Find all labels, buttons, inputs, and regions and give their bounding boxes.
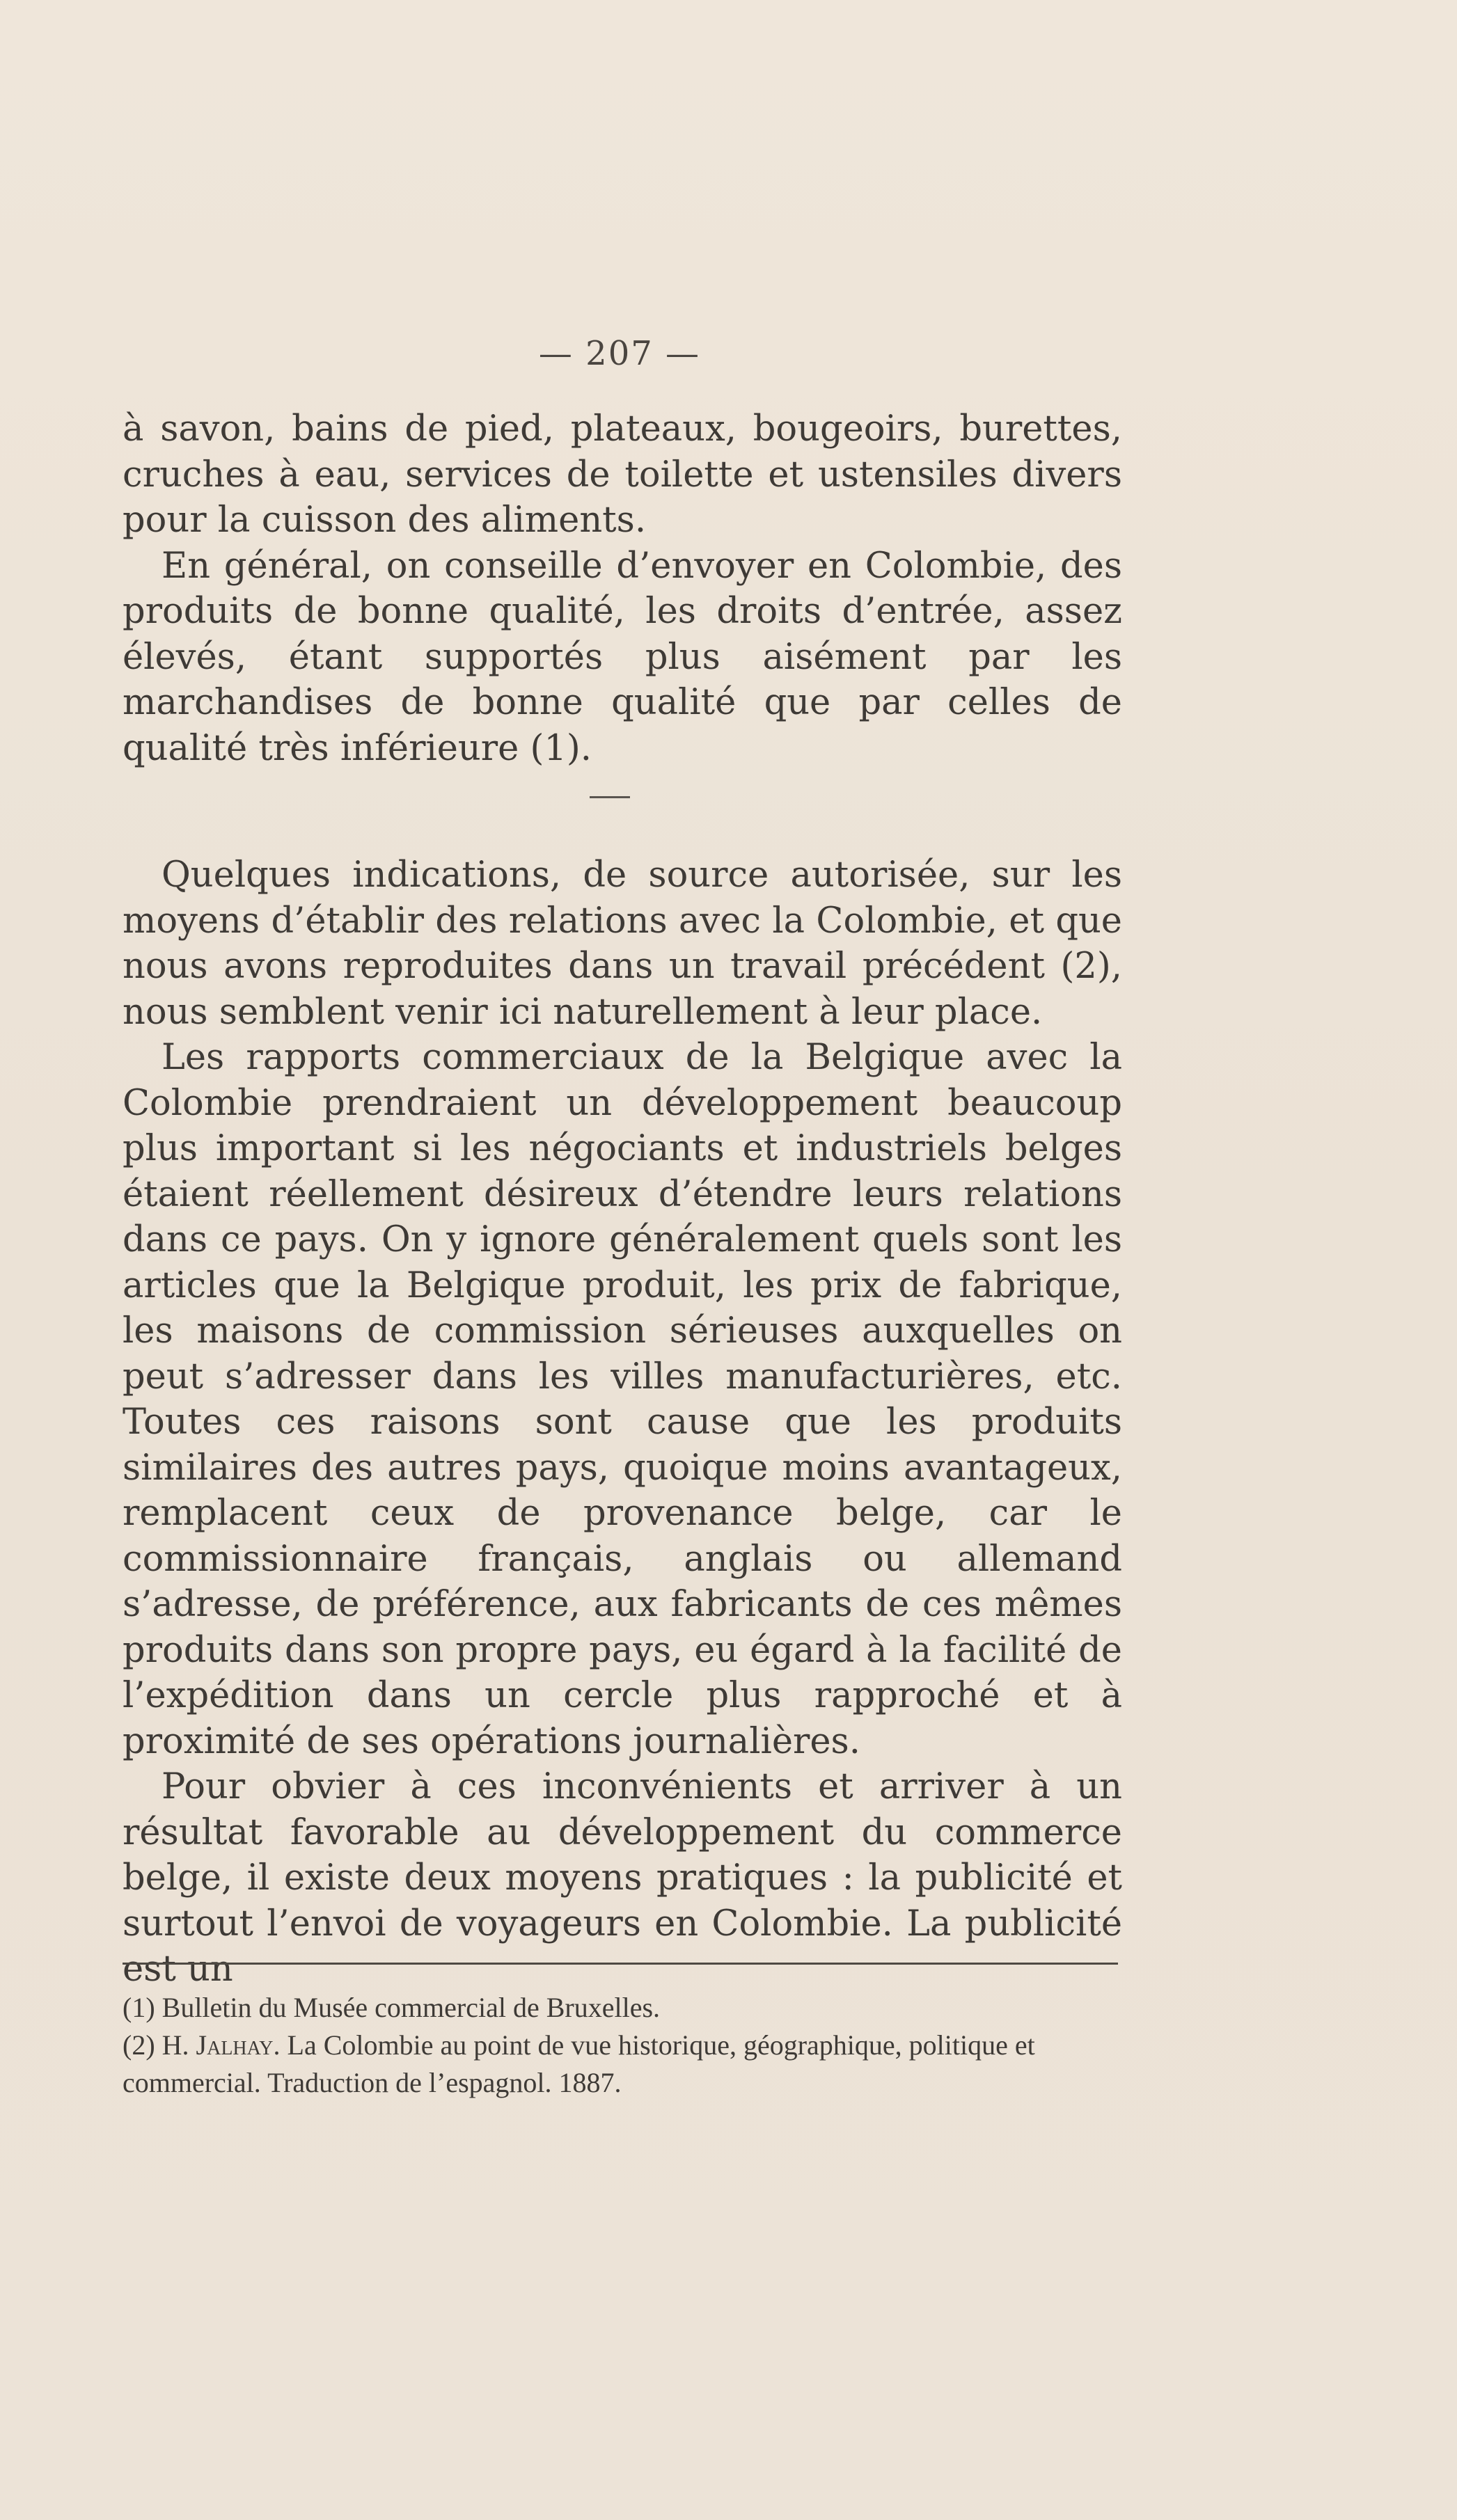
paragraph-1: à savon, bains de pied, plateaux, bougeoirs, burettes, cruches à eau, services de toilette et ustensiles divers pour la cuisson des aliments. [123,409,1122,541]
paragraph-2: En général, on conseille d’envoyer en Colombie, des produits de bonne qualité, les droits d’entrée, assez élevés, étant supportés plus aisément par les marchandises de bonne qualité que par celles de qualité très inférieure (1). [123,545,1122,769]
page-number: — 207 — [538,334,701,373]
footnotes [123,1989,1122,2102]
footnote-2-author: Jalhay [196,2029,274,2061]
footnote-rule [123,1963,1118,1965]
section-divider [590,796,630,798]
footnote-2-prefix: (2) H. [123,2029,196,2061]
footnote-1: (1) Bulletin du Musée commercial de Bruxelles. [123,1992,661,2023]
footnote-2-rest: . La Colombie au point de vue historique, géographique, politique et commercial. Traduction de l’espagnol. 1887. [123,2029,1035,2098]
paragraph-3: Quelques indications, de source autorisée, sur les moyens d’établir des relations avec la Colombie, et que nous avons reproduites dans un travail précédent (2), nous semblent venir ici naturellement à leur place. [123,855,1122,1033]
paragraph-4: Les rapports commerciaux de la Belgique avec la Colombie prendraient un développement beaucoup plus important si les négociants et industriels belges étaient réellement désireux d’étendre leurs relations dans ce pays. On y ignore généralement quels sont les articles que la Belgique produit, les prix de fabrique, les maisons de commission sérieuses auxquelles on peut s’adresser dans les villes manufacturières, etc. Toutes ces raisons sont cause que les produits similaires des autres pays, quoique moins avantageux, remplacent ceux de provenance belge, car le commissionnaire français, anglais ou allemand s’adresse, de préférence, aux fabricants de ces mêmes produits dans son propre pays, eu égard à la facilité de l’expédition dans un cercle plus rapproché et à proximité de ses opérations journalières. [123,1037,1122,1762]
footnote-2 [123,2027,1122,2102]
paragraph-5: Pour obvier à ces inconvénients et arriver à un résultat favorable au développement du commerce belge, il existe deux moyens pratiques : la publicité et surtout l’envoi de voyageurs en Colombie. La publicité est un [123,1766,1122,1990]
body-text [123,406,1122,1992]
